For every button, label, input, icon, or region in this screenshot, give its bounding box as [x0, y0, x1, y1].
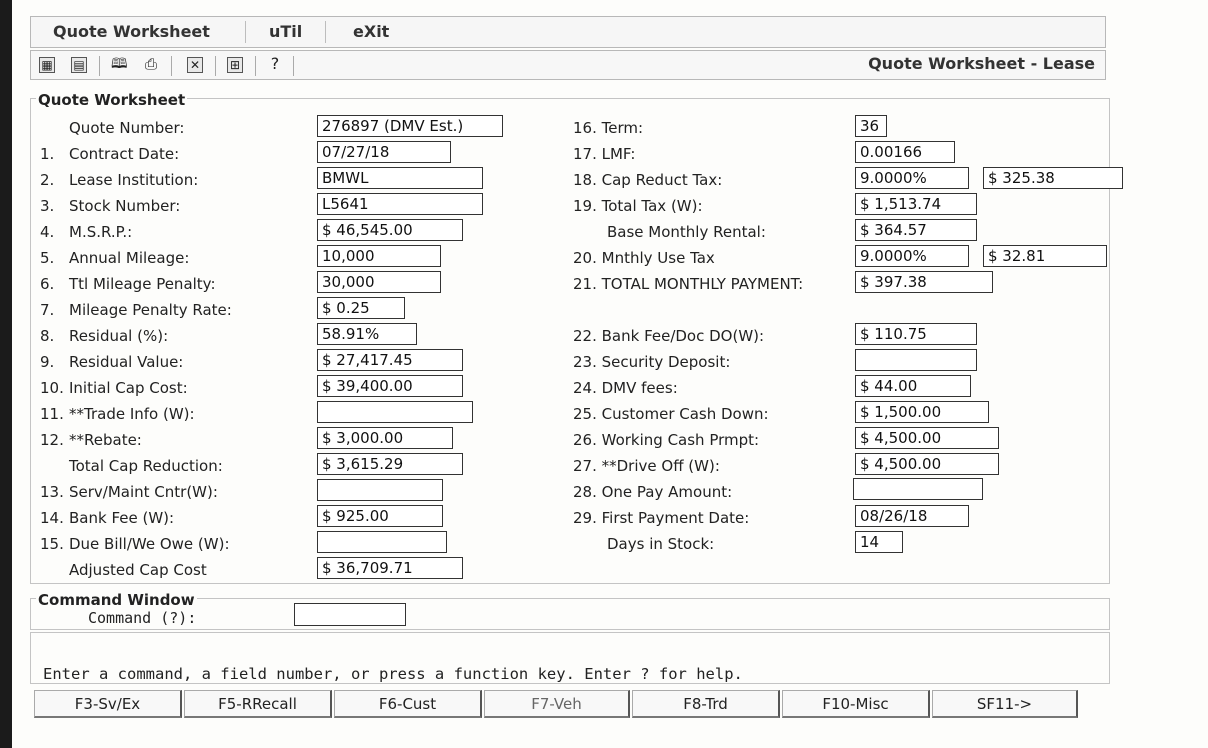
stock-number-label: Stock Number: [69, 197, 181, 215]
monthly-use-tax-label: 20. Mnthly Use Tax [573, 249, 715, 267]
cap-reduct-tax-rate-field[interactable]: 9.0000% [855, 167, 969, 189]
f6-customer-button[interactable]: F6-Cust [334, 690, 482, 718]
calendar-icon[interactable]: ▤ [71, 57, 87, 73]
annual-mileage-label: Annual Mileage: [69, 249, 190, 267]
days-in-stock-field[interactable]: 14 [855, 531, 903, 553]
customer-cash-down-field[interactable]: $ 1,500.00 [855, 401, 989, 423]
one-pay-amount-field[interactable] [853, 478, 983, 500]
field-number: 4. [40, 223, 55, 241]
residual-value-label: Residual Value: [69, 353, 184, 371]
field-number: 9. [40, 353, 55, 371]
field-number: 14. [40, 509, 64, 527]
field-number: 2. [40, 171, 55, 189]
bank-fee-field[interactable]: $ 925.00 [317, 505, 443, 527]
field-number: 12. [40, 431, 64, 449]
base-monthly-rental-label: Base Monthly Rental: [607, 223, 766, 241]
f3-save-exit-button[interactable]: F3-Sv/Ex [34, 690, 182, 718]
residual-percent-field[interactable]: 58.91% [317, 323, 417, 345]
contract-date-field[interactable]: 07/27/18 [317, 141, 451, 163]
security-deposit-label: 23. Security Deposit: [573, 353, 731, 371]
bank-fee-doc-field[interactable]: $ 110.75 [855, 323, 977, 345]
rebate-field[interactable]: $ 3,000.00 [317, 427, 453, 449]
f10-misc-button[interactable]: F10-Misc [782, 690, 930, 718]
security-deposit-field[interactable] [855, 349, 977, 371]
working-cash-prompt-label: 26. Working Cash Prmpt: [573, 431, 760, 449]
serv-maint-cntr-label: Serv/Maint Cntr(W): [69, 483, 218, 501]
menu-exit[interactable]: eXit [353, 22, 390, 41]
f8-trade-button[interactable]: F8-Trd [632, 690, 780, 718]
lease-institution-label: Lease Institution: [69, 171, 199, 189]
annual-mileage-field[interactable]: 10,000 [317, 245, 441, 267]
msrp-label: M.S.R.P.: [69, 223, 133, 241]
due-bill-label: Due Bill/We Owe (W): [69, 535, 230, 553]
initial-cap-cost-field[interactable]: $ 39,400.00 [317, 375, 463, 397]
contract-date-label: Contract Date: [69, 145, 180, 163]
f5-recall-button[interactable]: F5-RRecall [184, 690, 332, 718]
due-bill-field[interactable] [317, 531, 447, 553]
field-number: 1. [40, 145, 55, 163]
quote-number-label: Quote Number: [69, 119, 185, 137]
window-edge [0, 0, 12, 748]
drive-off-field[interactable]: $ 4,500.00 [855, 453, 999, 475]
menu-util[interactable]: uTil [269, 22, 303, 41]
f7-vehicle-button[interactable]: F7-Veh [484, 690, 630, 718]
stock-number-field[interactable]: L5641 [317, 193, 483, 215]
adjusted-cap-cost-label: Adjusted Cap Cost [69, 561, 207, 579]
printer-icon[interactable]: ⎙ [144, 55, 157, 73]
toolbar [30, 50, 1106, 80]
drive-off-label: 27. **Drive Off (W): [573, 457, 720, 475]
field-number: 7. [40, 301, 55, 319]
lmf-label: 17. LMF: [573, 145, 636, 163]
lease-institution-field[interactable]: BMWL [317, 167, 483, 189]
field-number: 10. [40, 379, 64, 397]
residual-percent-label: Residual (%): [69, 327, 169, 345]
bank-fee-label: Bank Fee (W): [69, 509, 175, 527]
cancel-box-icon[interactable]: ✕ [187, 57, 203, 73]
total-tax-field[interactable]: $ 1,513.74 [855, 193, 977, 215]
one-pay-amount-label: 28. One Pay Amount: [573, 483, 733, 501]
days-in-stock-label: Days in Stock: [607, 535, 715, 553]
serv-maint-cntr-field[interactable] [317, 479, 443, 501]
cap-reduct-tax-amount-field[interactable]: $ 325.38 [983, 167, 1123, 189]
total-tax-label: 19. Total Tax (W): [573, 197, 703, 215]
menu-bar [30, 16, 1106, 48]
quote-worksheet-legend: Quote Worksheet [38, 91, 186, 109]
term-label: 16. Term: [573, 119, 644, 137]
lmf-field[interactable]: 0.00166 [855, 141, 955, 163]
total-cap-reduction-field[interactable]: $ 3,615.29 [317, 453, 463, 475]
network-icon[interactable]: ⊞ [227, 57, 243, 73]
working-cash-prompt-field[interactable]: $ 4,500.00 [855, 427, 999, 449]
field-number: 3. [40, 197, 55, 215]
total-monthly-payment-label: 21. TOTAL MONTHLY PAYMENT: [573, 275, 804, 293]
field-number: 6. [40, 275, 55, 293]
monthly-use-tax-amount-field[interactable]: $ 32.81 [983, 245, 1107, 267]
trade-info-label: **Trade Info (W): [69, 405, 195, 423]
field-number: 11. [40, 405, 64, 423]
field-number: 13. [40, 483, 64, 501]
total-cap-reduction-label: Total Cap Reduction: [69, 457, 223, 475]
calculator-icon[interactable]: ▦ [39, 57, 55, 73]
mileage-penalty-rate-label: Mileage Penalty Rate: [69, 301, 232, 319]
trade-info-field[interactable] [317, 401, 473, 423]
command-label: Command (?): [88, 609, 197, 627]
adjusted-cap-cost-field[interactable]: $ 36,709.71 [317, 557, 463, 579]
first-payment-date-field[interactable]: 08/26/18 [855, 505, 969, 527]
help-icon[interactable]: ? [270, 54, 280, 73]
command-window-legend: Command Window [38, 591, 195, 609]
status-message: Enter a command, a field number, or press a function key. Enter ? for help. [43, 665, 743, 683]
field-number: 8. [40, 327, 55, 345]
cap-reduct-tax-label: 18. Cap Reduct Tax: [573, 171, 723, 189]
window-title: Quote Worksheet - Lease [868, 54, 1095, 73]
dmv-fees-field[interactable]: $ 44.00 [855, 375, 971, 397]
field-number: 15. [40, 535, 64, 553]
menu-quote-worksheet[interactable]: Quote Worksheet [53, 22, 210, 41]
monthly-use-tax-rate-field[interactable]: 9.0000% [855, 245, 969, 267]
bank-fee-doc-label: 22. Bank Fee/Doc DO(W): [573, 327, 765, 345]
quote-number-field[interactable]: 276897 (DMV Est.) [317, 115, 503, 137]
base-monthly-rental-field[interactable]: $ 364.57 [855, 219, 977, 241]
command-input[interactable] [294, 603, 406, 626]
first-payment-date-label: 29. First Payment Date: [573, 509, 750, 527]
total-monthly-payment-field[interactable]: $ 397.38 [855, 271, 993, 293]
book-icon[interactable]: 🕮 [111, 56, 128, 72]
msrp-field[interactable]: $ 46,545.00 [317, 219, 463, 241]
residual-value-field[interactable]: $ 27,417.45 [317, 349, 463, 371]
mileage-penalty-rate-field[interactable]: $ 0.25 [317, 297, 405, 319]
customer-cash-down-label: 25. Customer Cash Down: [573, 405, 769, 423]
ttl-mileage-penalty-field[interactable]: 30,000 [317, 271, 441, 293]
rebate-label: **Rebate: [69, 431, 142, 449]
ttl-mileage-penalty-label: Ttl Mileage Penalty: [69, 275, 216, 293]
sf11-next-button[interactable]: SF11-> [932, 690, 1078, 718]
status-area [30, 632, 1110, 684]
field-number: 5. [40, 249, 55, 267]
term-field[interactable]: 36 [855, 115, 887, 137]
dmv-fees-label: 24. DMV fees: [573, 379, 678, 397]
initial-cap-cost-label: Initial Cap Cost: [69, 379, 188, 397]
